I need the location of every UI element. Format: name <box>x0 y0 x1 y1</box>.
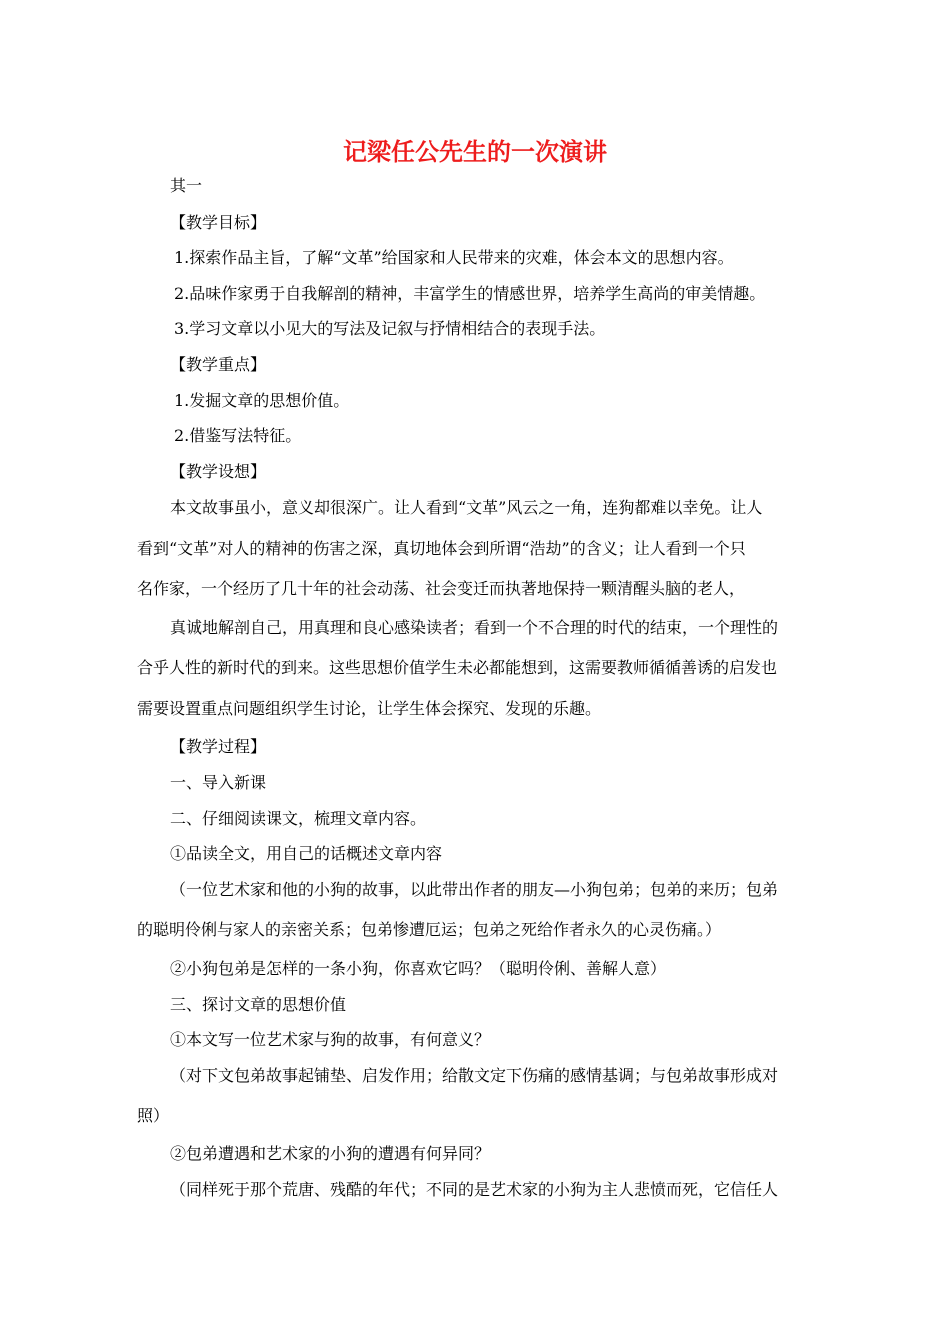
paragraph-line: 名作家，一个经历了几十年的社会动荡、社会变迁而执著地保持一颗清醒头脑的老人， <box>137 579 746 598</box>
document-title: 记梁任公先生的一次演讲 <box>343 138 607 166</box>
question-item: ②小狗包弟是怎样的一条小狗，你喜欢它吗？（聪明伶俐、善解人意） <box>170 959 667 978</box>
paragraph-line: 合乎人性的新时代的到来。这些思想价值学生未必都能想到，这需要教师循循善诱的启发也 <box>137 658 778 677</box>
process-step-2: 二、仔细阅读课文，梳理文章内容。 <box>170 809 427 828</box>
question-item: ②包弟遭遇和艺术家的小狗的遭遇有何异同？ <box>170 1144 491 1163</box>
question-item: ①品读全文，用自己的话概述文章内容 <box>170 844 443 863</box>
question-item: ①本文写一位艺术家与狗的故事，有何意义？ <box>170 1030 491 1049</box>
paragraph-line: 看到“文革”对人的精神的伤害之深，真切地体会到所谓“浩劫”的含义；让人看到一个只 <box>137 539 746 558</box>
heading-key-points: 【教学重点】 <box>170 355 267 374</box>
paragraph-line: 真诚地解剖自己，用真理和良心感染读者；看到一个不合理的时代的结束，一个理性的 <box>170 618 779 637</box>
paragraph-line: 本文故事虽小，意义却很深广。让人看到“文革”风云之一角，连狗都难以幸免。让人 <box>170 498 763 517</box>
paragraph-line: 需要设置重点问题组织学生讨论，让学生体会探究、发现的乐趣。 <box>137 699 602 718</box>
goal-item-2: 2.品味作家勇于自我解剖的精神，丰富学生的情感世界，培养学生高尚的审美情趣。 <box>174 284 766 303</box>
answer-line: （同样死于那个荒唐、残酷的年代；不同的是艺术家的小狗为主人悲愤而死，它信任人 <box>170 1180 779 1199</box>
heading-teaching-goals: 【教学目标】 <box>170 213 267 232</box>
heading-teaching-ideas: 【教学设想】 <box>170 462 267 481</box>
section-label: 其一 <box>170 176 203 195</box>
goal-item-3: 3.学习文章以小见大的写法及记叙与抒情相结合的表现手法。 <box>174 319 606 338</box>
heading-teaching-process: 【教学过程】 <box>170 737 267 756</box>
answer-line: （对下文包弟故事起铺垫、启发作用；给散文定下伤痛的感情基调；与包弟故事形成对 <box>170 1066 779 1085</box>
answer-line: 的聪明伶俐与家人的亲密关系；包弟惨遭厄运；包弟之死给作者永久的心灵伤痛。） <box>137 920 722 939</box>
process-step-3: 三、探讨文章的思想价值 <box>170 995 347 1014</box>
key-point-1: 1.发掘文章的思想价值。 <box>174 391 350 410</box>
key-point-2: 2.借鉴写法特征。 <box>174 426 302 445</box>
answer-line: 照） <box>137 1106 170 1125</box>
answer-line: （一位艺术家和他的小狗的故事，以此带出作者的朋友—小狗包弟；包弟的来历；包弟 <box>170 880 779 899</box>
process-step-1: 一、导入新课 <box>170 773 267 792</box>
goal-item-1: 1.探索作品主旨，了解“文革”给国家和人民带来的灾难，体会本文的思想内容。 <box>174 248 734 267</box>
